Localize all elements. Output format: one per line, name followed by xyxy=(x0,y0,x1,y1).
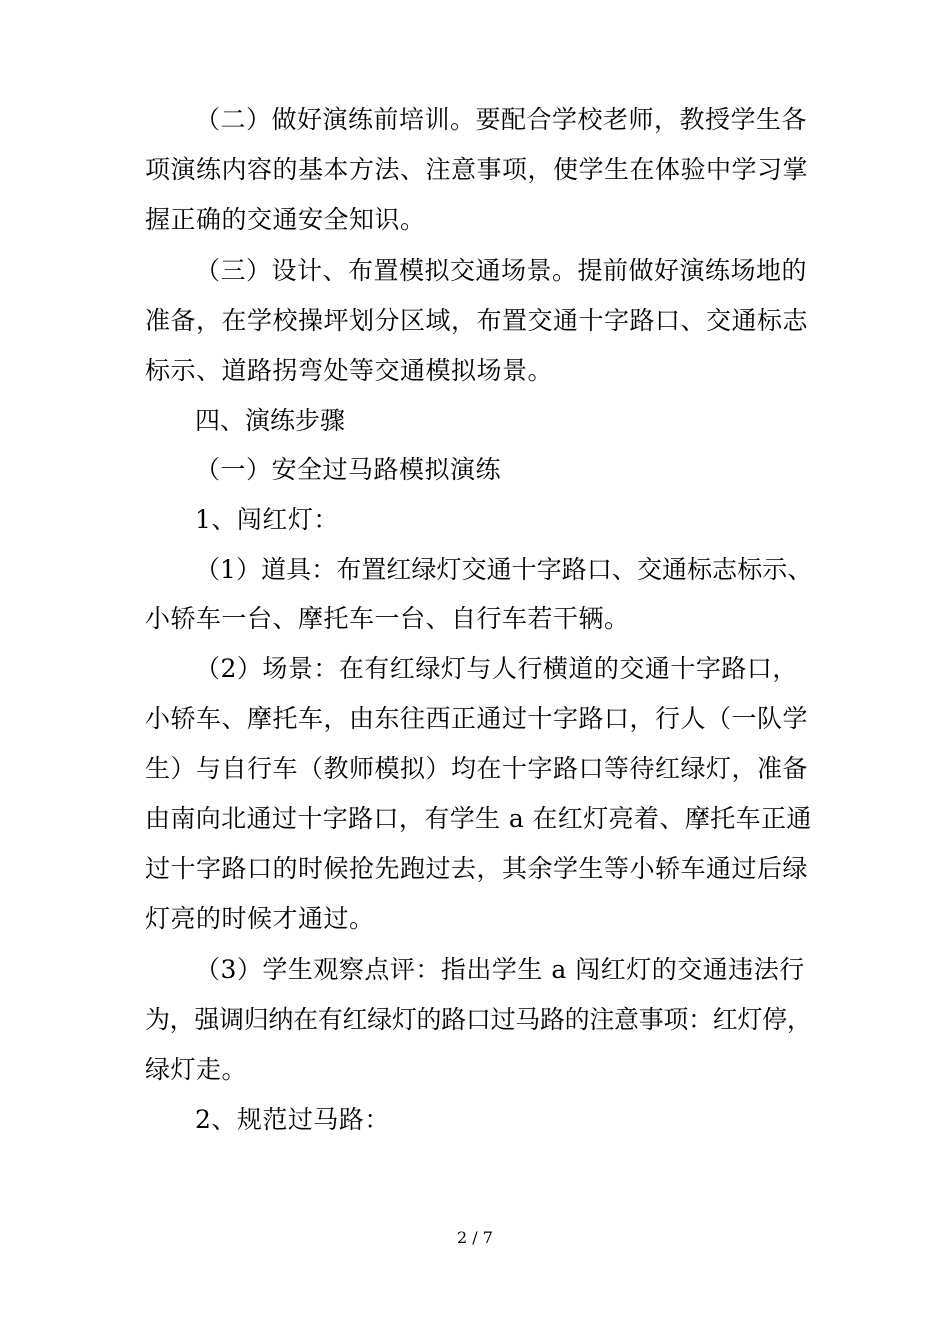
p1-line-1: （二）做好演练前培训。要配合学校老师，教授学生各 xyxy=(195,105,808,134)
page-number: 2 / 7 xyxy=(457,1228,493,1247)
item-heading-2: 2、规范过马路： xyxy=(195,1105,390,1134)
p3-line-1: （1）道具：布置红绿灯交通十字路口、交通标志标示、 xyxy=(195,555,813,584)
p2-line-3: 标示、道路拐弯处等交通模拟场景。 xyxy=(145,356,554,385)
p4-line-2: 小轿车、摩托车，由东往西正通过十字路口，行人（一队学 xyxy=(145,704,809,733)
p5-line-1: （3）学生观察点评：指出学生 a 闯红灯的交通违法行 xyxy=(195,955,805,984)
p1-line-2: 项演练内容的基本方法、注意事项，使学生在体验中学习掌 xyxy=(145,155,809,184)
subsection-heading-1: （一）安全过马路模拟演练 xyxy=(195,455,502,484)
p1-line-3: 握正确的交通安全知识。 xyxy=(145,205,426,234)
p4-line-5: 过十字路口的时候抢先跑过去，其余学生等小轿车通过后绿 xyxy=(145,854,809,883)
p4-line-6: 灯亮的时候才通过。 xyxy=(145,904,375,933)
p4-line-3: 生）与自行车（教师模拟）均在十字路口等待红绿灯，准备 xyxy=(145,754,809,783)
section-heading-steps: 四、演练步骤 xyxy=(195,406,346,435)
p2-line-2: 准备，在学校操坪划分区域，布置交通十字路口、交通标志 xyxy=(145,306,809,335)
p2-line-1: （三）设计、布置模拟交通场景。提前做好演练场地的 xyxy=(195,256,808,285)
p3-line-2: 小轿车一台、摩托车一台、自行车若干辆。 xyxy=(145,604,630,633)
item-heading-1: 1、闯红灯： xyxy=(195,505,339,534)
p4-line-4: 由南向北通过十字路口，有学生 a 在红灯亮着、摩托车正通 xyxy=(145,804,812,833)
p5-line-3: 绿灯走。 xyxy=(145,1055,248,1084)
p4-line-1: （2）场景：在有红绿灯与人行横道的交通十字路口， xyxy=(195,654,798,683)
p5-line-2: 为，强调归纳在有红绿灯的路口过马路的注意事项：红灯停， xyxy=(145,1005,812,1034)
